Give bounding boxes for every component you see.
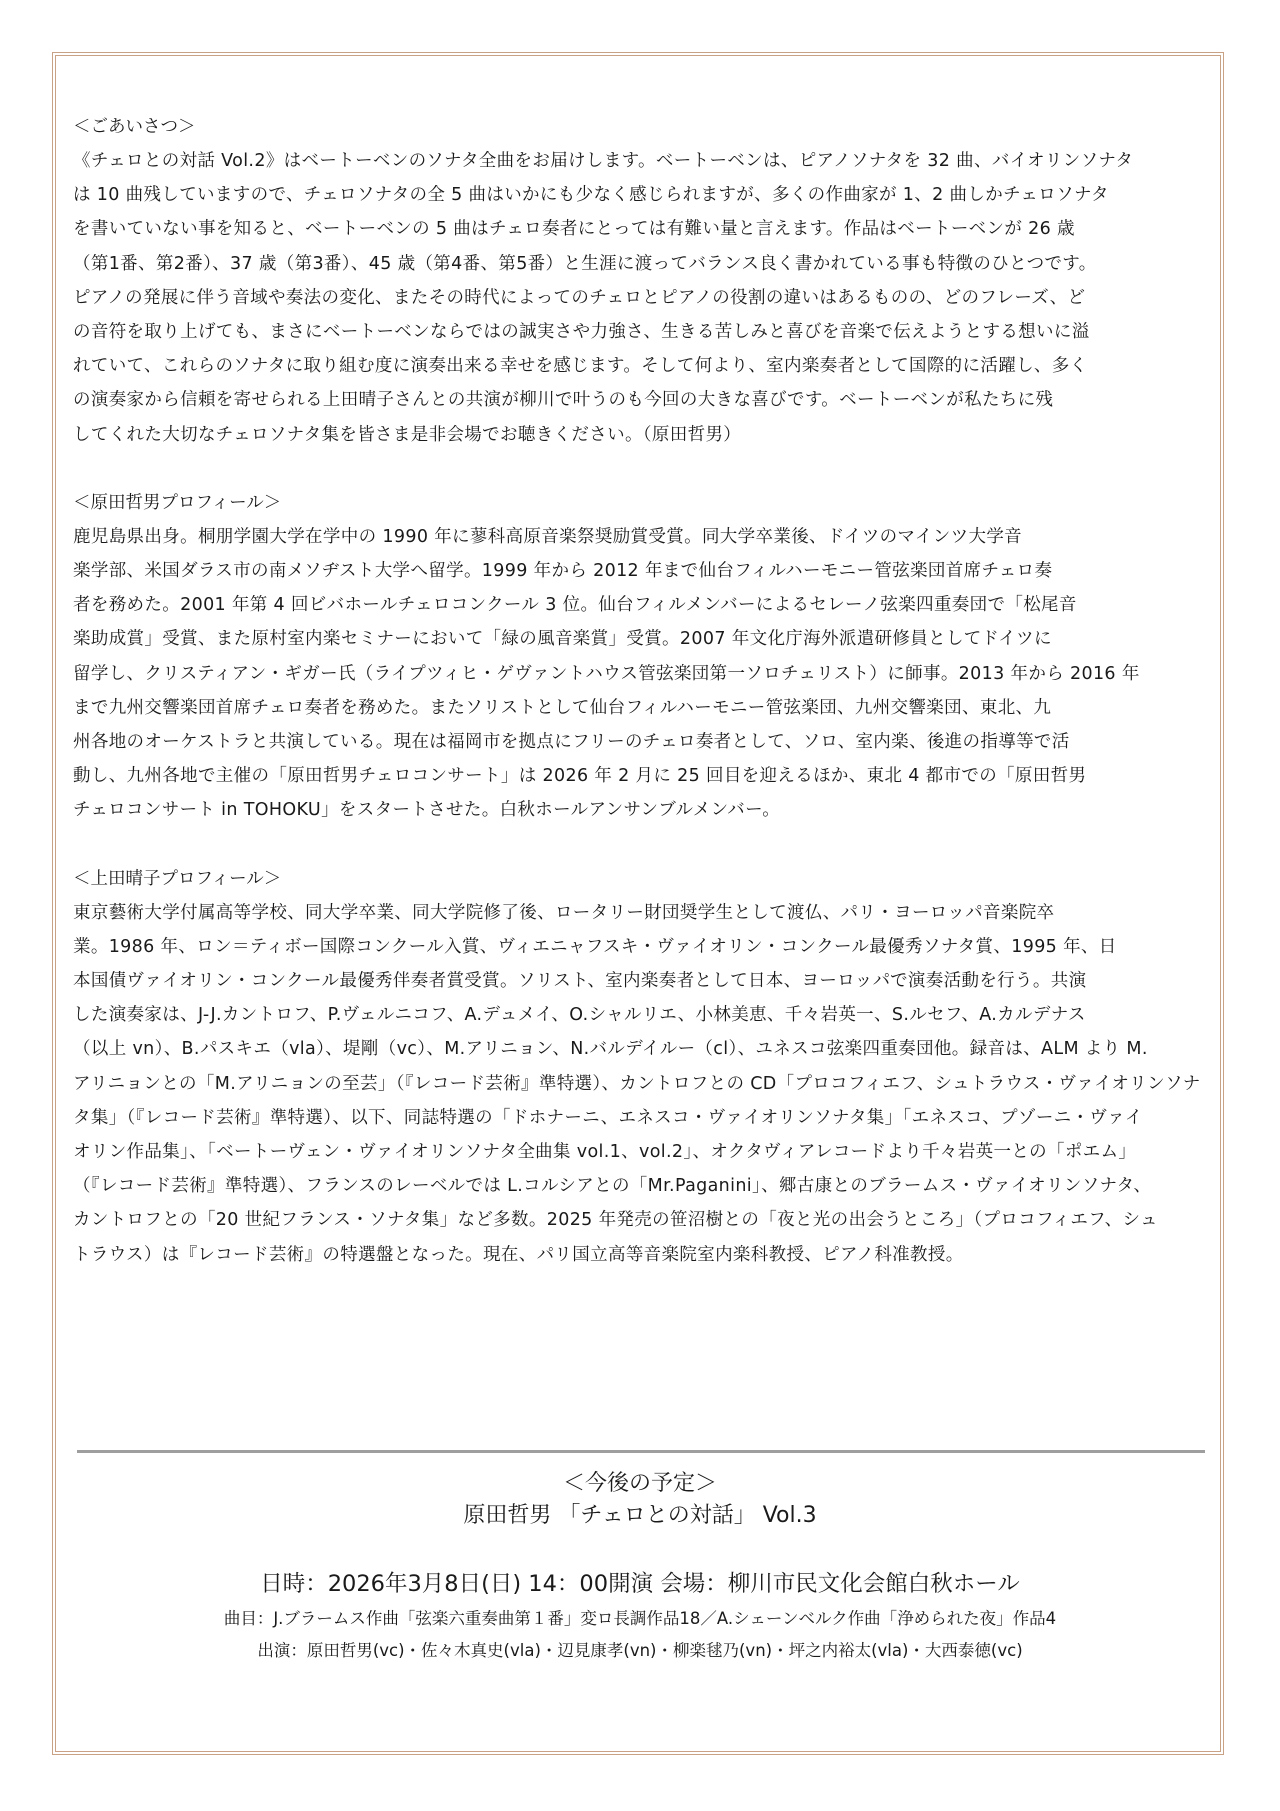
schedule-performers: 出演：原田哲男(vc)・佐々木真史(vla)・辺見康孝(vn)・柳楽毬乃(vn)・坪之内裕太(vla)・大西泰徳(vc)	[257, 1641, 1023, 1660]
schedule-heading: ＜今後の予定＞	[562, 1471, 717, 1496]
text-line: 《チェロとの対話 Vol.2》はベートーベンのソナタ全曲をお届けします。ベートーベンは、ピアノソナタを 32 曲、バイオリンソナタ	[73, 151, 1134, 171]
text-line: （以上 vn）、B.パスキエ（vla）、堤剛（vc）、M.アリニョン、N.バルデイルー（cl）、ユネスコ弦楽四重奏団他。録音は、ALM より M.	[73, 1039, 1148, 1060]
schedule-program: 曲目：J.ブラームス作曲「弦楽六重奏曲第１番」変ロ長調作品18／A.シェーンベルク作曲「浄められた夜」作品4	[223, 1609, 1057, 1628]
text-line: を書いていない事を知ると、ベートーベンの 5 曲はチェロ奏者にとっては有難い量と言えます。作品はベートーベンが 26 歳	[73, 219, 1075, 240]
text-line: の音符を取り上げても、まさにベートーベンならではの誠実さや力強さ、生きる苦しみと喜びを音楽で伝えようとする想いに溢	[73, 322, 1090, 343]
ueda-profile-section	[73, 862, 1213, 1272]
schedule-concert-title: 原田哲男 「チェロとの対話」 Vol.3	[463, 1503, 817, 1528]
text-line: 本国債ヴァイオリン・コンクール最優秀伴奏者賞受賞。ソリスト、室内楽奏者として日本、ヨーロッパで演奏活動を行う。共演	[73, 971, 1087, 992]
text-line: （第1番、第2番）、37 歳（第3番）、45 歳（第4番、第5番）と生涯に渡ってバランス良く書かれている事も特徴のひとつです。	[73, 253, 1097, 274]
text-line: れていて、これらのソナタに取り組む度に演奏出来る幸せを感じます。そして何より、室内楽奏者として国際的に活躍し、多く	[73, 356, 1088, 377]
harada-profile-section	[73, 486, 1213, 828]
ueda-profile-text	[73, 896, 1213, 1272]
text-line: まで九州交響楽団首席チェロ奏者を務めた。またソリストとして仙台フィルハーモニー管弦楽団、九州交響楽団、東北、九	[73, 697, 1052, 718]
text-line: 楽学部、米国ダラス市の南メソヂスト大学へ留学。1999 年から 2012 年まで仙台フィルハーモニー管弦楽団首席チェロ奏	[73, 561, 1053, 582]
greeting-section	[73, 110, 1213, 452]
text-line: 鹿児島県出身。桐朋学園大学在学中の 1990 年に蓼科高原音楽祭奨励賞受賞。同大学卒業後、ドイツのマインツ大学音	[73, 526, 1023, 547]
text-line: 者を務めた。2001 年第 4 回ビバホールチェロコンクール 3 位。仙台フィルメンバーによるセレーノ弦楽四重奏団で「松尾音	[73, 595, 1077, 616]
text-line: （『レコード芸術』準特選）、フランスのレーベルでは L.コルシアとの「Mr.Paganini」、郷古康とのブラームス・ヴァイオリンソナタ、	[73, 1176, 1152, 1197]
text-line: の演奏家から信頼を寄せられる上田晴子さんとの共演が柳川で叶うのも今回の大きな喜びです。ベートーベンが私たちに残	[73, 390, 1054, 411]
section-divider	[77, 1450, 1205, 1453]
text-line: カントロフとの「20 世紀フランス・ソナタ集」など多数。2025 年発売の笹沼樹との「夜と光の出会うところ」（プロコフィエフ、シュ	[73, 1210, 1158, 1231]
ueda-profile-heading: ＜上田晴子プロフィール＞	[73, 868, 282, 889]
document-body	[73, 110, 1213, 1306]
text-line: 留学し、クリスティアン・ギガー氏（ライプツィヒ・ゲヴァントハウス管弦楽団第一ソロチェリスト）に師事。2013 年から 2016 年	[73, 663, 1140, 684]
harada-profile-heading: ＜原田哲男プロフィール＞	[73, 492, 282, 513]
text-line: オリン作品集」、「ベートーヴェン・ヴァイオリンソナタ全曲集 vol.1、vol.2」、オクタヴィアレコードより千々岩英一との「ポエム」	[73, 1142, 1137, 1163]
text-line: チェロコンサート in TOHOKU」をスタートさせた。白秋ホールアンサンブルメンバー。	[73, 800, 781, 821]
text-line: 東京藝術大学付属高等学校、同大学卒業、同大学院修了後、ロータリー財団奨学生として渡仏、パリ・ヨーロッパ音楽院卒	[73, 902, 1055, 923]
text-line: ピアノの発展に伴う音域や奏法の変化、またその時代によってのチェロとピアノの役割の違いはあるものの、どのフレーズ、ど	[73, 287, 1086, 308]
text-line: 州各地のオーケストラと共演している。現在は福岡市を拠点にフリーのチェロ奏者として、ソロ、室内楽、後進の指導等で活	[73, 732, 1070, 753]
text-line: 動し、九州各地で主催の「原田哲男チェロコンサート」は 2026 年 2 月に 25 回目を迎えるほか、東北 4 都市での「原田哲男	[73, 766, 1087, 787]
schedule-datetime-venue: 日時：2026年3月8日(日) 14：00開演 会場：柳川市民文化会館白秋ホール	[260, 1571, 1020, 1597]
text-line: 業。1986 年、ロン＝ティボー国際コンクール入賞、ヴィエニャフスキ・ヴァイオリン・コンクール最優秀ソナタ賞、1995 年、日	[73, 936, 1117, 957]
text-line: した演奏家は、J-J.カントロフ、P.ヴェルニコフ、A.デュメイ、O.シャルリエ、小林美恵、千々岩英一、S.ルセフ、A.カルデナス	[73, 1005, 1086, 1026]
greeting-heading: ＜ごあいさつ＞	[73, 117, 196, 137]
greeting-text	[73, 144, 1213, 452]
text-line: アリニョンとの「M.アリニョンの至芸」（『レコード芸術』準特選）、カントロフとの CD「プロコフィエフ、シュトラウス・ヴァイオリンソナ	[73, 1073, 1201, 1094]
text-line: は 10 曲残していますので、チェロソナタの全 5 曲はいかにも少なく感じられますが、多くの作曲家が 1、2 曲しかチェロソナタ	[73, 185, 1109, 206]
text-line: 楽助成賞」受賞、また原村室内楽セミナーにおいて「緑の風音楽賞」受賞。2007 年文化庁海外派遣研修員としてドイツに	[73, 629, 1052, 650]
text-line: タ集」（『レコード芸術』準特選）、以下、同誌特選の「ドホナーニ、エネスコ・ヴァイオリンソナタ集」「エネスコ、プゾーニ・ヴァイ	[73, 1107, 1143, 1128]
text-line: してくれた大切なチェロソナタ集を皆さま是非会場でお聴きください。（原田哲男）	[73, 424, 742, 445]
harada-profile-text	[73, 520, 1213, 828]
upcoming-schedule	[0, 1468, 1280, 1666]
text-line: トラウス）は『レコード芸術』の特選盤となった。現在、パリ国立高等音楽院室内楽科教授、ピアノ科准教授。	[73, 1244, 964, 1265]
